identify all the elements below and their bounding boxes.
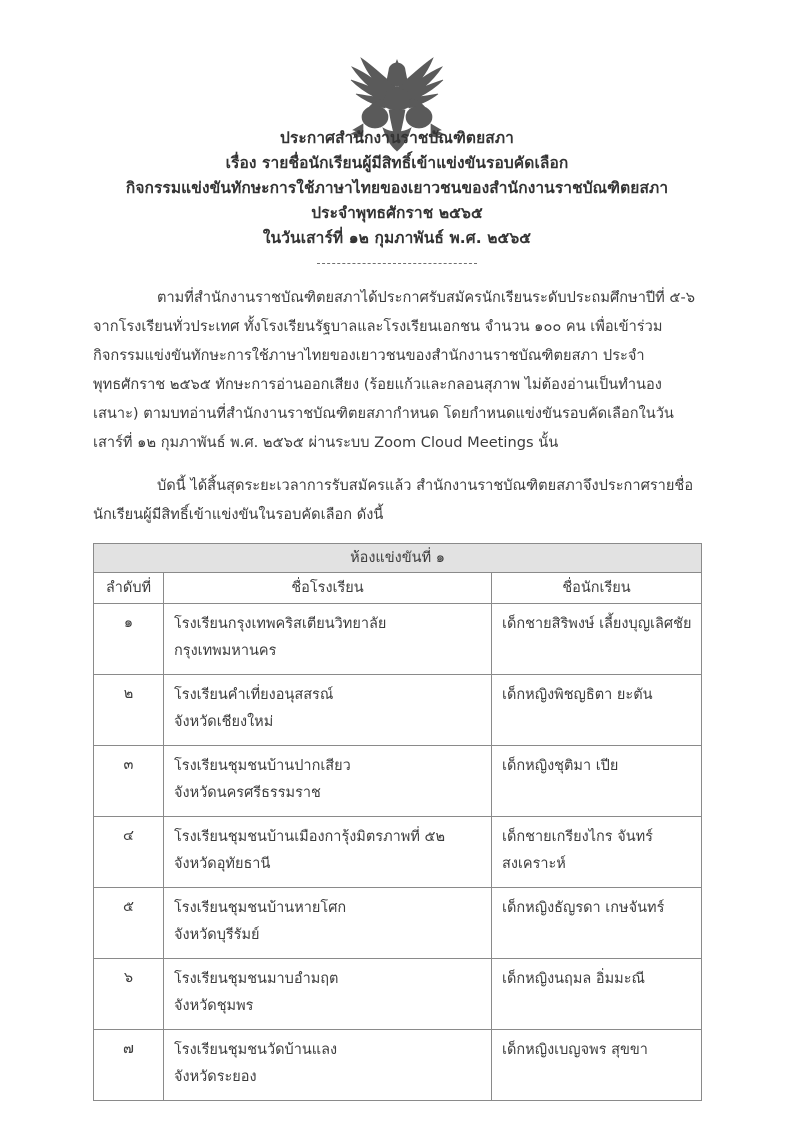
cell-order-number: ๖ <box>94 959 164 1030</box>
school-name-line: โรงเรียนชุมชนบ้านปากเสียว <box>174 758 351 774</box>
school-province-line: จังหวัดบุรีรัมย์ <box>174 927 260 943</box>
school-province-line: จังหวัดชุมพร <box>174 998 254 1014</box>
school-province-line: จังหวัดอุทัยธานี <box>174 856 271 872</box>
school-name-line: โรงเรียนชุมชนบ้านหายโศก <box>174 900 347 916</box>
table-row <box>94 959 702 1030</box>
cell-school-name <box>164 959 492 1030</box>
cell-order-number: ๗ <box>94 1030 164 1101</box>
cell-school-name <box>164 675 492 746</box>
paragraph-2 <box>93 471 701 529</box>
roster-table-head <box>94 544 702 604</box>
room-banner: ห้องแข่งขันที่ ๑ <box>94 544 702 573</box>
table-row <box>94 604 702 675</box>
heading-divider <box>317 263 477 265</box>
roster-table-container <box>93 543 701 1101</box>
announcement-heading <box>0 126 794 251</box>
heading-line-2: เรื่อง รายชื่อนักเรียนผู้มีสิทธิ์เข้าแข่งขันรอบคัดเลือก <box>225 154 569 172</box>
table-header-row <box>94 573 702 604</box>
heading-line-3: กิจกรรมแข่งขันทักษะการใช้ภาษาไทยของเยาวชนของสำนักงานราชบัณฑิตยสภา <box>125 179 669 197</box>
heading-line-1: ประกาศสำนักงานราชบัณฑิตยสภา <box>280 129 514 147</box>
table-banner-row <box>94 544 702 573</box>
cell-order-number: ๑ <box>94 604 164 675</box>
roster-table <box>93 543 702 1101</box>
school-name-line: โรงเรียนกรุงเทพคริสเตียนวิทยาลัย <box>174 616 387 632</box>
cell-student-name: เด็กหญิงนฤมล อิ่มมะณี <box>492 959 702 1030</box>
cell-school-name <box>164 746 492 817</box>
school-name-line: โรงเรียนคำเที่ยงอนุสสรณ์ <box>174 687 334 703</box>
announcement-body <box>93 283 701 529</box>
paragraph-2-text: บัดนี้ ได้สิ้นสุดระยะเวลาการรับสมัครแล้ว สำนักงานราชบัณฑิตยสภาจึงประกาศรายชื่อนักเรียนผู้มีสิทธิ์เข้าแข่งขันในรอบคัดเลือก ดังนี้ <box>93 477 694 523</box>
cell-order-number: ๔ <box>94 817 164 888</box>
paragraph-1 <box>93 283 701 457</box>
table-row <box>94 888 702 959</box>
heading-line-5: ในวันเสาร์ที่ ๑๒ กุมภาพันธ์ พ.ศ. ๒๕๖๕ <box>262 229 532 247</box>
cell-student-name: เด็กหญิงพิชญธิตา ยะตัน <box>492 675 702 746</box>
heading-line-4: ประจำพุทธศักราช ๒๕๖๕ <box>311 204 483 222</box>
table-row <box>94 817 702 888</box>
table-row <box>94 675 702 746</box>
cell-student-name: เด็กหญิงธัญรดา เกษจันทร์ <box>492 888 702 959</box>
column-header-school: ชื่อโรงเรียน <box>164 573 492 604</box>
paragraph-1-text: ตามที่สำนักงานราชบัณฑิตยสภาได้ประกาศรับสมัครนักเรียนระดับประถมศึกษาปีที่ ๕-๖ จากโรงเรียนทั่วประเทศ ทั้งโรงเรียนรัฐบาลและโรงเรียนเอกชน จำนวน ๑๐๐ คน เพื่อเข้าร่วมกิจกรรมแข่งขันทักษะการใช้ภาษาไทยของเยาวชนของสำนักงานราชบัณฑิตยสภา ประจำพุทธศักราช ๒๕๖๕ ทักษะการอ่านออกเสียง (ร้อยแก้วและกลอนสุภาพ ไม่ต้องอ่านเป็นทำนองเสนาะ) ตามบทอ่านที่สำนักงานราชบัณฑิตยสภากำหนด โดยกำหนดแข่งขันรอบคัดเลือกในวันเสาร์ที่ ๑๒ กุมภาพันธ์ พ.ศ. ๒๕๖๕ ผ่านระบบ Zoom Cloud Meetings นั้น <box>93 289 696 451</box>
cell-order-number: ๒ <box>94 675 164 746</box>
school-province-line: จังหวัดระยอง <box>174 1069 257 1085</box>
school-province-line: กรุงเทพมหานคร <box>174 643 277 659</box>
cell-school-name <box>164 1030 492 1101</box>
school-name-line: โรงเรียนชุมชนมาบอำมฤต <box>174 971 339 987</box>
cell-order-number: ๕ <box>94 888 164 959</box>
table-row <box>94 746 702 817</box>
school-province-line: จังหวัดนครศรีธรรมราช <box>174 785 321 801</box>
cell-school-name <box>164 817 492 888</box>
cell-student-name: เด็กชายเกรียงไกร จันทร์สงเคราะห์ <box>492 817 702 888</box>
column-header-no: ลำดับที่ <box>94 573 164 604</box>
cell-student-name: เด็กชายสิริพงษ์ เลี้ยงบุญเลิศชัย <box>492 604 702 675</box>
cell-student-name: เด็กหญิงชุติมา เปีย <box>492 746 702 817</box>
column-header-student: ชื่อนักเรียน <box>492 573 702 604</box>
table-row <box>94 1030 702 1101</box>
school-name-line: โรงเรียนชุมชนวัดบ้านแลง <box>174 1042 338 1058</box>
cell-school-name <box>164 888 492 959</box>
emblem-container <box>0 0 794 120</box>
school-name-line: โรงเรียนชุมชนบ้านเมืองการุ้งมิตรภาพที่ ๕๒ <box>174 829 446 845</box>
cell-order-number: ๓ <box>94 746 164 817</box>
roster-table-body <box>94 604 702 1101</box>
cell-student-name: เด็กหญิงเบญจพร สุขขา <box>492 1030 702 1101</box>
school-province-line: จังหวัดเชียงใหม่ <box>174 714 274 730</box>
cell-school-name <box>164 604 492 675</box>
